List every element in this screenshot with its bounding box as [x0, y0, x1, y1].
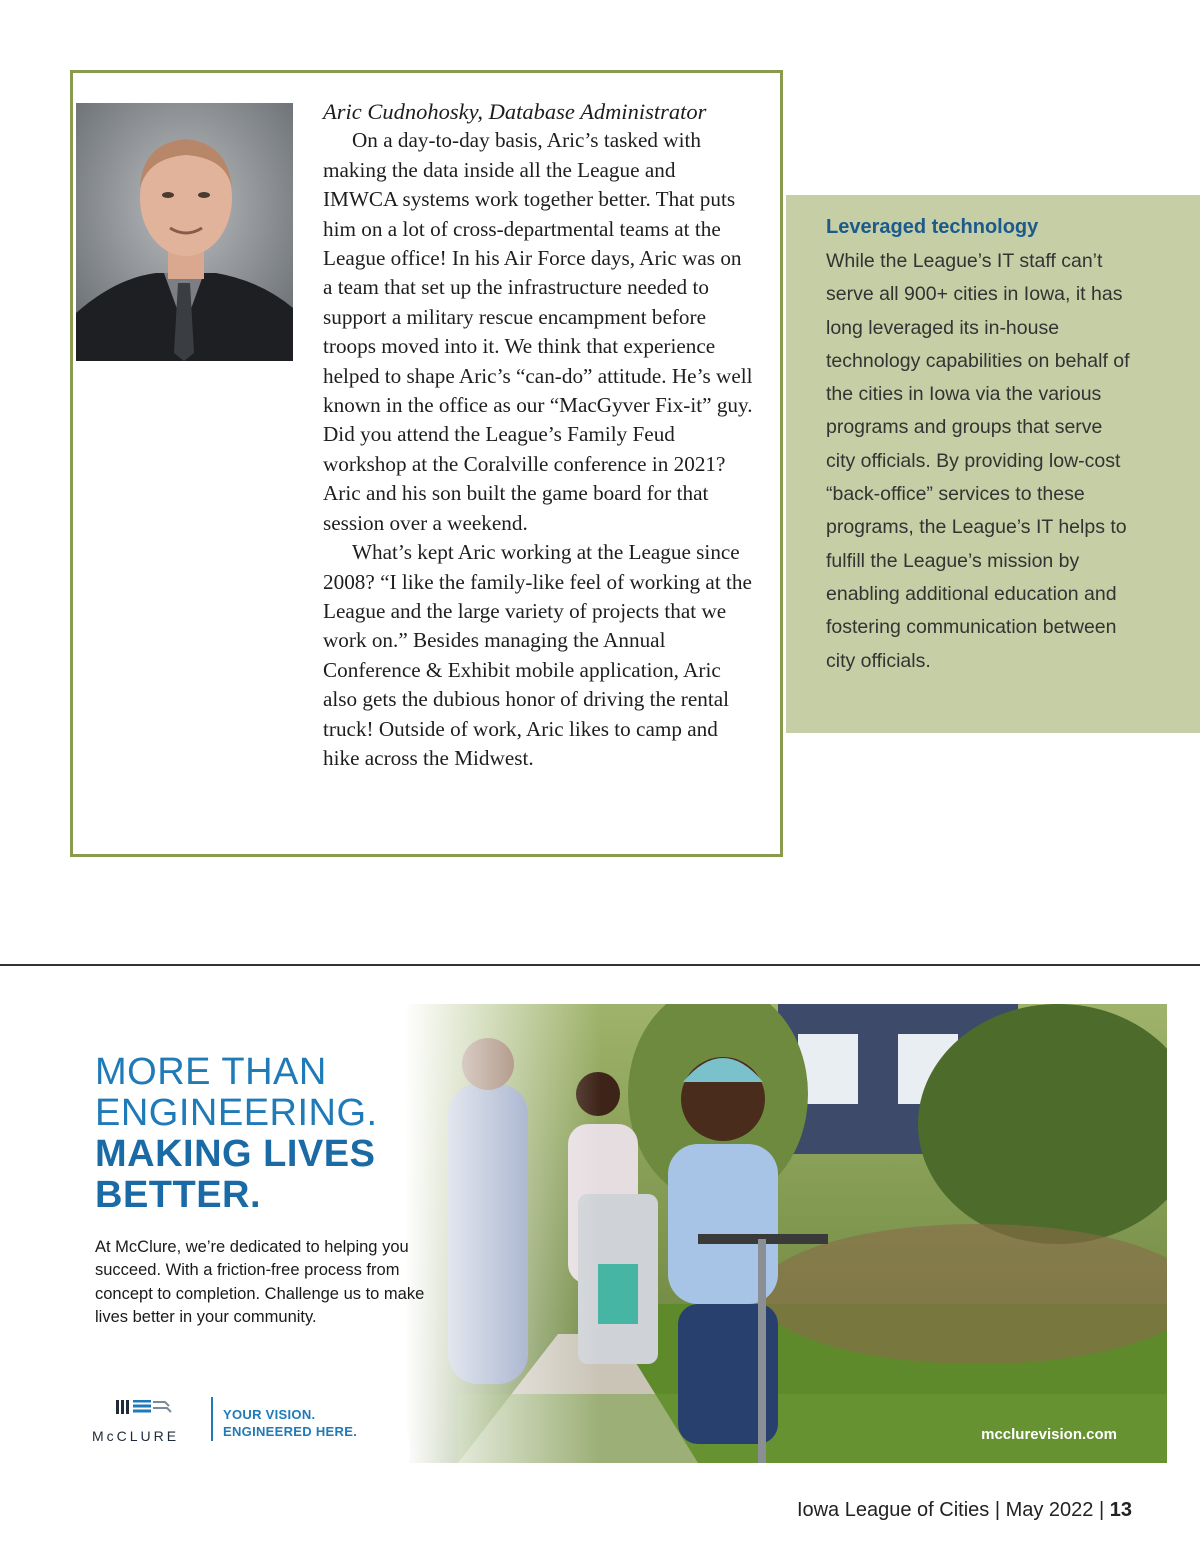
ad-website-link[interactable]: mcclurevision.com	[981, 1426, 1117, 1443]
mcclure-advertisement[interactable]	[78, 1004, 1167, 1463]
portrait-photo	[76, 103, 293, 361]
ad-headline-line2: ENGINEERING.	[95, 1092, 378, 1134]
ad-tagline-line2: ENGINEERED HERE.	[223, 1424, 358, 1439]
ad-headline-line4: BETTER.	[95, 1174, 262, 1216]
profile-box	[70, 70, 783, 857]
profile-article	[323, 97, 753, 773]
ad-headline-line3: MAKING LIVES	[95, 1133, 376, 1175]
ad-headline-line1: MORE THAN	[95, 1051, 327, 1093]
ad-tagline-line1: YOUR VISION.	[223, 1407, 316, 1422]
ad-headline	[95, 1052, 378, 1216]
footer-publication: Iowa League of Cities | May 2022 |	[796, 1499, 1105, 1521]
sidebar-callout	[786, 195, 1200, 733]
ad-tagline	[223, 1406, 357, 1440]
sidebar-body: While the League’s IT staff can’t serve all 900+ cities in Iowa, it has long leveraged its in-house technology capabilities on behalf of the cities in Iowa via the various programs and groups that serve city officials. By providing low-cost “back-office” services to these programs, the League’s IT helps to fulfill the League’s mission by enabling additional education and fostering communication between city officials.	[826, 250, 1130, 672]
ad-body-text: At McClure, we’re dedicated to helping you succeed. With a friction-free process from concept to completion. Challenge us to make lives better in your community.	[95, 1238, 425, 1327]
page-footer	[797, 1499, 1132, 1522]
profile-paragraph-2: What’s kept Aric working at the League since 2008? “I like the family-like feel of working at the League and the large variety of projects that we work on.” Besides managing the Annual Conference & Exhibit mobile application, Aric also gets the dubious honor of driving the rental truck! Outside of work, Aric likes to camp and hike across the Midwest.	[323, 540, 752, 770]
page-number: 13	[1109, 1499, 1132, 1521]
section-divider	[0, 964, 1200, 966]
logo-divider	[211, 1397, 213, 1441]
sidebar-heading: Leveraged technology	[826, 216, 1039, 238]
profile-paragraph-1: On a day-to-day basis, Aric’s tasked with making the data inside all the League and IMWCA systems work together better. That puts him on a lot of cross-departmental teams at the League office! In his Air Force days, Aric was on a team that set up the infrastructure needed to support a military rescue encampment before troops moved into it. We think that experience helped to shape Aric’s “can-do” attitude. He’s well known in the office as our “MacGyver Fix-it” guy. Did you attend the League’s Family Feud workshop at the Coralville conference in 2021? Aric and his son built the game board for that session over a weekend.	[323, 128, 753, 535]
profile-name-title: Aric Cudnohosky, Database Administrator	[323, 99, 707, 124]
mcclure-wordmark: McCLURE	[92, 1428, 180, 1444]
